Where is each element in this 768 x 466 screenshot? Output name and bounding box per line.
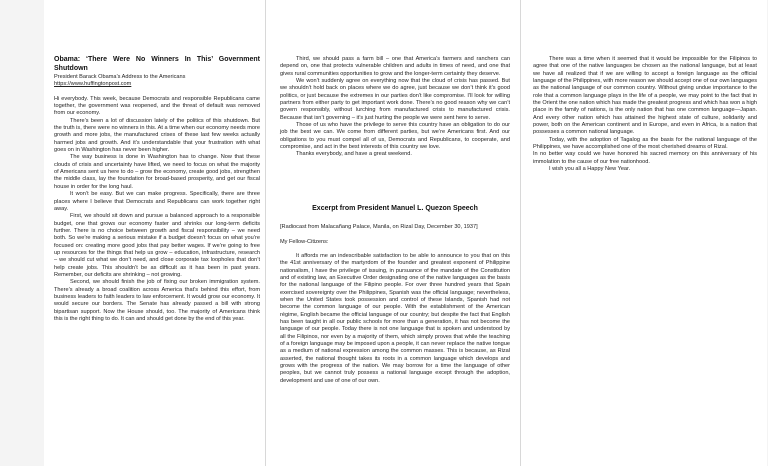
paragraph: We won’t suddenly agree on everything now that the cloud of crisis has passed. But we shouldn’t hold back on places where we do agree, just because we don’t think it’s good politics, or just because the extremes in our parties don’t like compromise. I’ll look for willing partners from either party to get important work done. There’s no good reason why we can’t govern responsibly, without lurching from manufactured crisis to manufactured crisis. Because that isn’t governing – it’s just hurting the people we were sent here to serve. <box>280 78 510 121</box>
column-1 <box>54 56 260 323</box>
paragraph: The way business is done in Washington has to change. Now that these clouds of crisis and uncertainty have lifted, we need to focus on what the majority of Americans sent us here to do – grow the economy, create good jobs, strengthen the middle class, lay the foundation for broad-based prosperity, and get our fiscal house in order for the long haul. <box>54 154 260 190</box>
paragraph: Those of us who have the privilege to serve this country have an obligation to do our job the best we can. We come from different parties, but we’re Americans first. And our obligations to you must compel all of us, Democrats and Republicans, to cooperate, and compromise, and act in the best interests of this country we love. <box>280 122 510 151</box>
paragraph: Today, with the adoption of Tagalog as the basis for the national language of the Philippines, we have accomplished one of the most cherished dreams of Rizal. <box>533 136 757 151</box>
paragraph: Thanks everybody, and have a great weekend. <box>296 151 412 158</box>
paragraph: It affords me an indescribable satisfaction to be able to announce to you that on this the 41st anniversary of the martyrdom of the founder and greatest exponent of Philippine nationalism, I have the privilege of issuing, in pursuance of the mandate of the Constitution and of existing law, an Executive Order designating one of the native languages as the basis for the national language of the Filipino people. For over three hundred years that Spain exercised sovereignty over the Philippines, Spanish was the official language; nevertheless, when the United States took possession and control of these Islands, Spanish had not become the common language of our people. With the establishment of the American régime, English became the official language of our country; but despite the fact that English has been taught in all our public schools for more than a generation, it has not become the language of our people. Today there is not one language that is spoken and understood by all the Filipinos, nor even by a majority of them, which simply proves that while the teaching of a foreign language may be imposed upon a people, it can never replace the native tongue as a medium of national expression among the common masses. This is because, as Rizal asserted, the national thought takes its roots in a common language which develops and grows with the progress of the nation. We may borrow for a time the language of other peoples, but we cannot truly possess a national language except through the adoption, development and use of one of our own. <box>280 252 510 384</box>
paragraph: Second, we should finish the job of fixing our broken immigration system. There’s already a broad coalition across America that’s behind this effort, from business leaders to faith leaders to law enforcement. It would grow our economy. It would secure our borders. The Senate has already passed a bill with strong bipartisan support. Now the House should, too. The majority of Americans think this is the right thing to do. It can and should get done by the end of this year. <box>54 279 260 322</box>
paragraph: First, we should sit down and pursue a balanced approach to a responsible budget, one that grows our economy faster and shrinks our long-term deficits further. There is no choice between growth and fiscal responsibility – we need both. So we’re making a serious mistake if a budget doesn’t focus on what you’re focused on: creating more good jobs that pay better wages. If we’re going to free up resources for the things that help us grow – education, infrastructure, research – we should cut what we don’t need, and close corporate tax loopholes that don’t help create jobs. This shouldn’t be as difficult as it has been in past years. Remember, our deficits are shrinking – not growing. <box>54 213 260 278</box>
page-3 <box>521 0 767 466</box>
paragraph: I wish you all a Happy New Year. <box>549 166 631 173</box>
salutation: My Fellow-Citizens: <box>280 238 329 245</box>
page-1 <box>44 0 266 466</box>
paragraph: Hi everybody. This week, because Democrats and responsible Republicans came together, the government was reopened, and the threat of default was removed from our economy. <box>54 95 260 117</box>
paragraph: Third, we should pass a farm bill – one that America’s farmers and ranchers can depend on, one that protects vulnerable children and adults in times of need, and one that gives rural communities opportunities to grow and the longer-term certainty they deserve. <box>280 56 510 77</box>
paragraph: It won’t be easy. But we can make progress. Specifically, there are three places where I believe that Democrats and Republicans can work together right away. <box>54 191 260 212</box>
dateline: [Radiocast from Malacañang Palace, Manila, on Rizal Day, December 30, 1937] <box>280 224 478 231</box>
spacer <box>280 159 510 205</box>
article-title-quezon: Excerpt from President Manuel L. Quezon Speech <box>312 204 478 212</box>
article-subtitle: President Barack Obama’s Address to the Americans <box>54 74 186 80</box>
source-link[interactable]: https://www.huffingtonpost.com <box>54 81 132 88</box>
column-2 <box>280 56 510 385</box>
page-2 <box>266 0 521 466</box>
article-title-obama: Obama: ‘There Were No Winners In This’ Government Shutdown <box>54 56 260 72</box>
column-3 <box>533 56 757 174</box>
paragraph: There was a time when it seemed that it would be impossible for the Filipinos to agree that one of the native languages be chosen as the national language, but at least we have all realized that if we are willing to accept a foreign language as the official language of the Philippines, with more reason we should accept one of our own languages as the national language of our common country. Without giving undue importance to the role that a common language plays in the life of a people, we may point to the fact that in the Orient the one nation which has made the greatest progress and which has won a high place in the family of nations, is the only nation that has one common language—Japan. And every other nation which has attained the highest state of culture, solidarity and power, both on the American continent and in Europe, and even in Africa, is a nation that possesses a common national language. <box>533 56 757 136</box>
paragraph: There’s been a lot of discussion lately of the politics of this shutdown. But the truth is, there were no winners in this. At a time when our economy needs more growth and more jobs, the manufactured crises of these last few weeks actually harmed jobs and growth. And it’s understandable that your frustration with what goes on in Washington has never been higher. <box>54 117 260 154</box>
paragraph: In no better way could we have honored his sacred memory on this anniversary of his immolation to the cause of our free nationhood. <box>533 151 757 165</box>
